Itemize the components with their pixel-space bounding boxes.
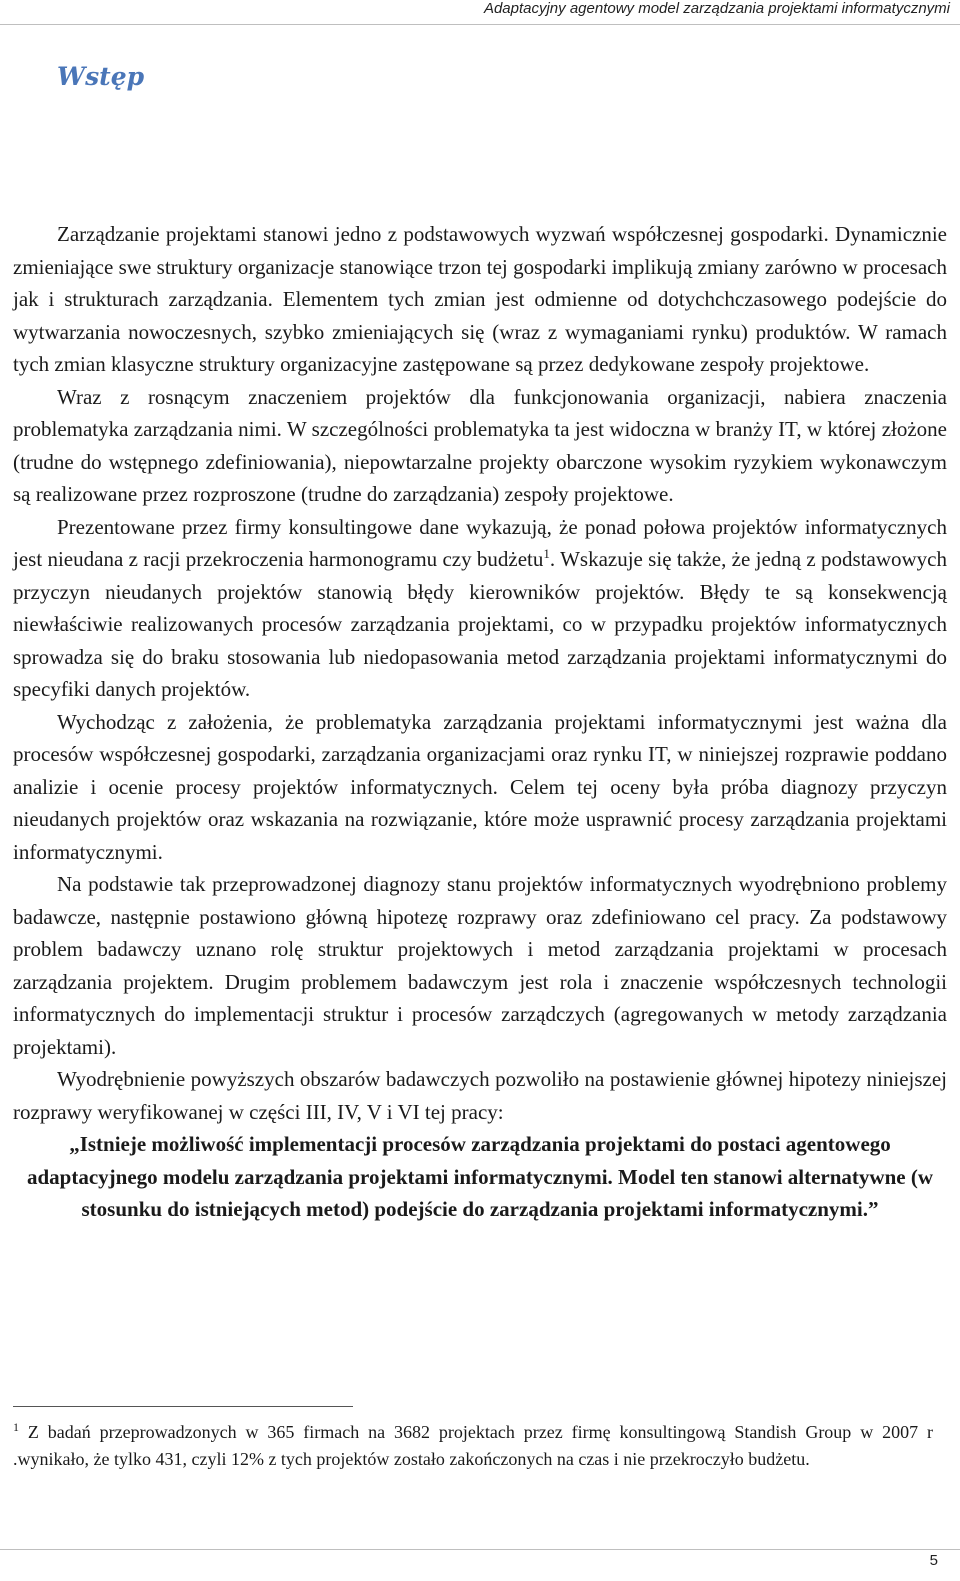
footnote-reference[interactable]: 1 [543,546,550,561]
footnote-separator [13,1406,353,1407]
paragraph-text: . Wskazuje się także, że jedną z podstawowych przyczyn nieudanych projektów stanowią błędy kierowników projektów. Błędy te są konsekwencją niewłaściwie realizowanych procesów zarządzania projektami, co w przypadku projektów informatycznych sprowadza się do braku stosowania lub niedopasowania metod zarządzania projektami informatycznymi do specyfiki danych projektów. [13,547,948,701]
paragraph: Wychodząc z założenia, że problematyka zarządzania projektami informatycznymi jest ważna dla procesów współczesnej gospodarki, zarządzania organizacjami oraz rynku IT, w niniejszej rozprawie poddano analizie i ocenie procesy projektów informatycznych. Celem tej oceny była próba diagnozy przyczyn nieudanych projektów oraz wskazania na rozwiązanie, które może usprawnić procesy zarządzania projektami informatycznymi. [13,709,947,864]
footnote-number: 1 [13,1420,19,1434]
body-text [13,218,947,1226]
paragraph [13,511,947,706]
running-header [0,0,960,25]
paragraph: Zarządzanie projektami stanowi jedno z podstawowych wyzwań współczesnej gospodarki. Dynamicznie zmieniające swe struktury organizacje stanowiące trzon tej gospodarki implikują zmiany zarówno w procesach jak i strukturach zarządzania. Elementem tych zmian jest odmienne od dotychchczasowego podejście do wytwarzania nowoczesnych, szybko zmieniających się (wraz z wymaganiami rynku) produktów. W ramach tych zmian klasyczne struktury organizacyjne zastępowane są przez dedykowane zespoły projektowe. [13,222,947,376]
paragraph: Wyodrębnienie powyższych obszarów badawczych pozwoliło na postawienie głównej hipotezy niniejszej rozprawy weryfikowanej w części III, IV, V i VI tej pracy: [13,1067,947,1124]
paragraph: Na podstawie tak przeprowadzonej diagnozy stanu projektów informatycznych wyodrębniono problemy badawcze, następnie postawiono główną hipotezę rozprawy oraz zdefiniowano cel pracy. Za podstawowy problem badawczy uznano rolę struktur projektowych i metod zarządzania projektami w procesach zarządzania projektem. Drugim problemem badawczym jest rola i znaczenie współczesnych technologii informatycznych do implementacji struktur i procesów zarządczych (agregowanych w metody zarządzania projektami). [13,872,947,1059]
footnote [13,1419,933,1473]
page-number: 5 [929,1552,938,1569]
paragraph: Wraz z rosnącym znaczeniem projektów dla funkcjonowania organizacji, nabiera znaczenia problematyka zarządzania nimi. W szczególności problematyka ta jest widoczna w branży IT, w której złożone (trudne do wstępnego zdefiniowania), niepowtarzalne projekty obarczone wysokim ryzykiem wykonawczym są realizowane przez rozproszone (trudne do zarządzania) zespoły projektowe. [13,384,947,506]
main-hypothesis: „Istnieje możliwość implementacji procesów zarządzania projektami do postaci agentowego adaptacyjnego modelu zarządzania projektami informatycznymi. Model ten stanowi alternatywne (w stosunku do istniejących metod) podejście do zarządzania projektami informatycznymi.” [26,1132,933,1221]
footnote-text: Z badań przeprowadzonych w 365 firmach na 3682 projektach przez firmę konsultingową Standish Group w 2007 r .wynikało, że tylko 431, czyli 12% z tych projektów zostało zakończonych na czas i nie przekroczyło budżetu. [13,1422,933,1469]
footer-separator [0,1549,960,1550]
section-title: Wstęp [57,62,145,91]
paragraph-text: Prezentowane przez firmy konsultingowe dane wykazują, że ponad połowa projektów informatycznych jest nieudana z racji przekroczenia harmonogramu czy budżetu [13,514,947,571]
running-header-title: Adaptacyjny agentowy model zarządzania projektami informatycznymi [483,0,950,17]
